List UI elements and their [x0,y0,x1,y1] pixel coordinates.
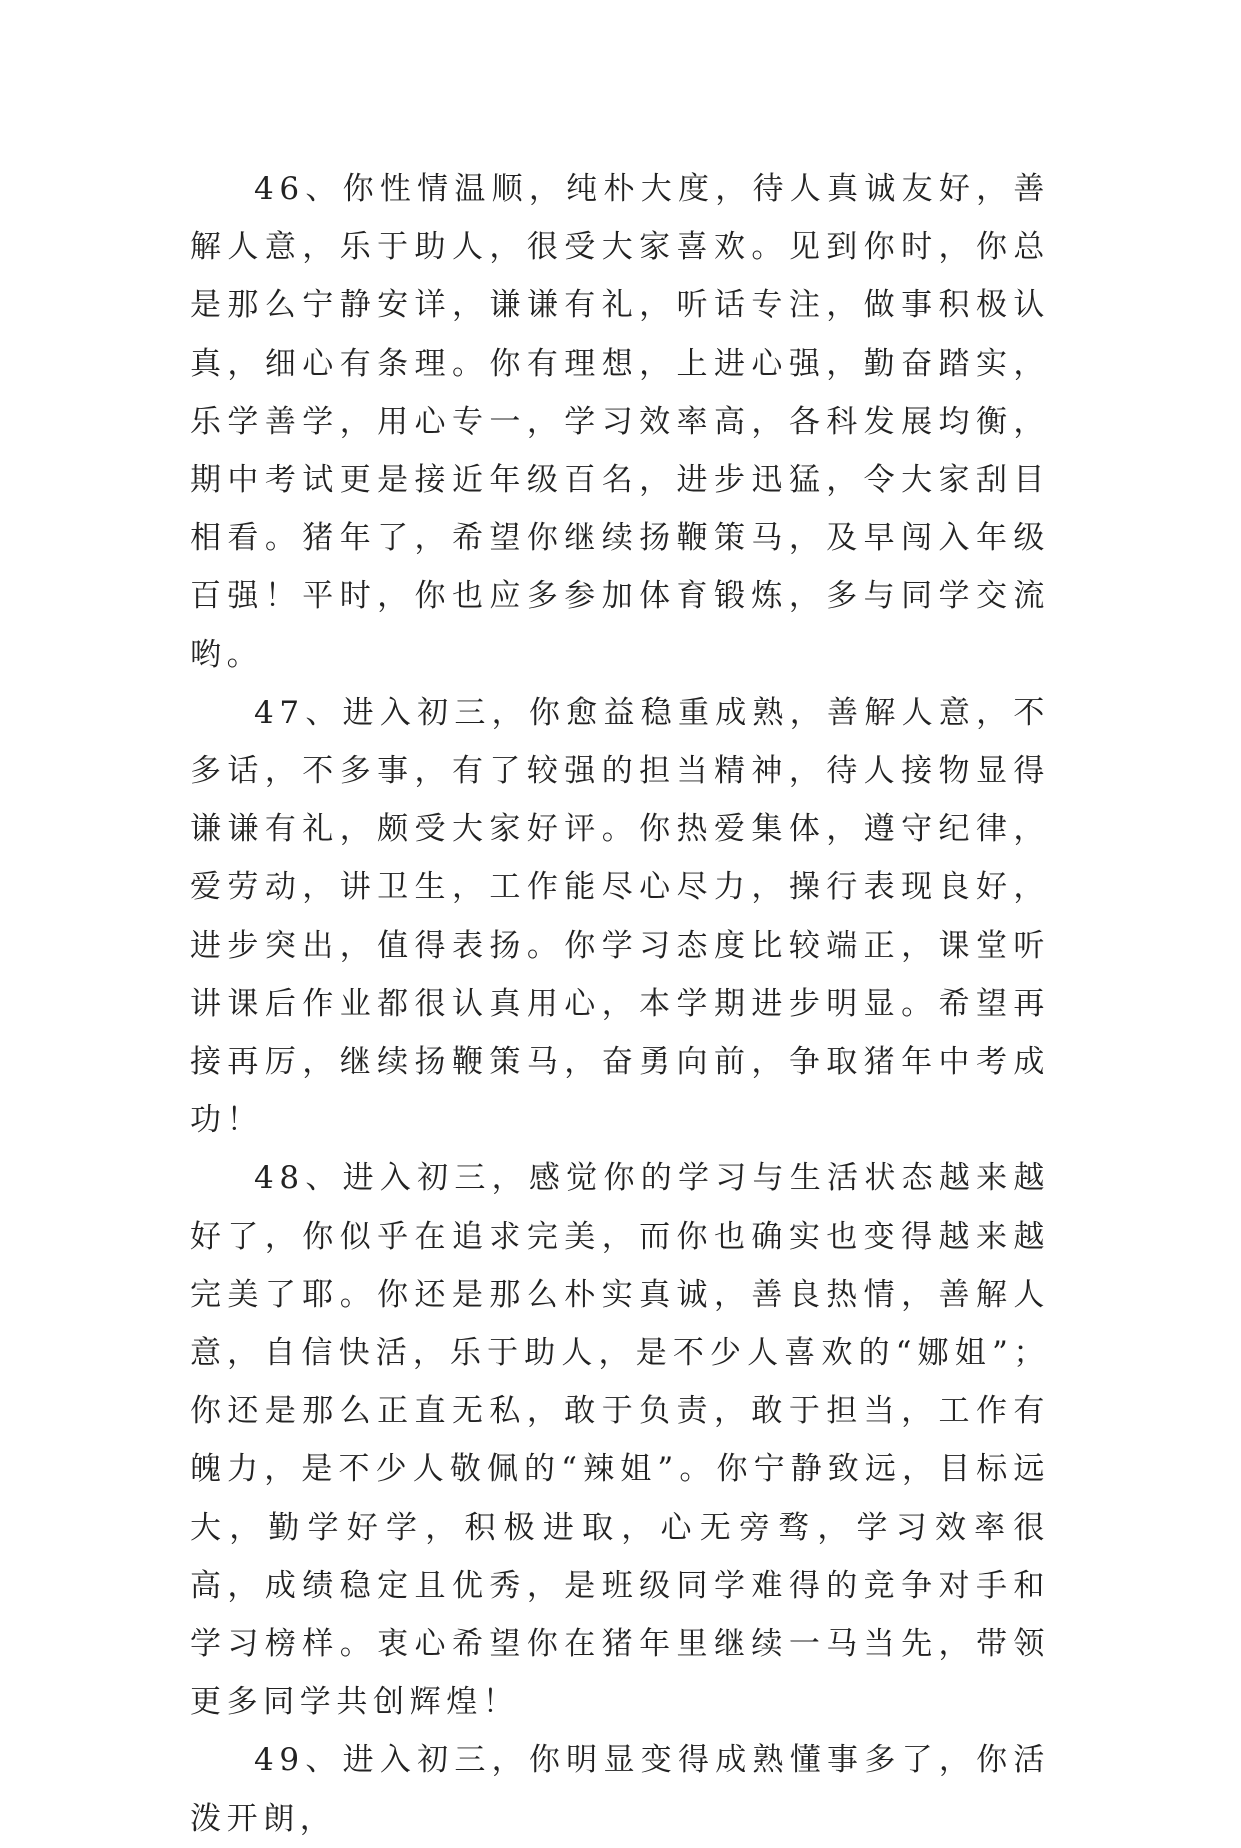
paragraph-49: 49、进入初三，你明显变得成熟懂事多了，你活泼开朗， [190,1742,1050,1837]
paragraph-48: 48、进入初三，感觉你的学习与生活状态越来越好了，你似乎在追求完美，而你也确实也变得越来越完美了耶。你还是那么朴实真诚，善良热情，善解人意，自信快活，乐于助人，是不少人喜欢的“娜姐”；你还是那么正直无私，敢于负责，敢于担当，工作有魄力，是不少人敬佩的“辣姐”。你宁静致远，目标远大，勤学好学，积极进取，心无旁骛，学习效率很高，成绩稳定且优秀，是班级同学难得的竞争对手和学习榜样。衷心希望你在猪年里继续一马当先，带领更多同学共创辉煌！ [190,1160,1050,1721]
paragraph-46: 46、你性情温顺，纯朴大度，待人真诚友好，善解人意，乐于助人，很受大家喜欢。见到你时，你总是那么宁静安详，谦谦有礼，听话专注，做事积极认真，细心有条理。你有理想，上进心强，勤奋踏实，乐学善学，用心专一，学习效率高，各科发展均衡，期中考试更是接近年级百名，进步迅猛，令大家刮目相看。猪年了，希望你继续扬鞭策马，及早闯入年级百强！平时，你也应多参加体育锻炼，多与同学交流哟。 [190,171,1050,673]
paragraph-47: 47、进入初三，你愈益稳重成熟，善解人意，不多话，不多事，有了较强的担当精神，待人接物显得谦谦有礼，颇受大家好评。你热爱集体，遵守纪律，爱劳动，讲卫生，工作能尽心尽力，操行表现良好，进步突出，值得表扬。你学习态度比较端正，课堂听讲课后作业都很认真用心，本学期进步明显。希望再接再厉，继续扬鞭策马，奋勇向前，争取猪年中考成功！ [190,694,1050,1139]
document-body [190,160,1050,1848]
